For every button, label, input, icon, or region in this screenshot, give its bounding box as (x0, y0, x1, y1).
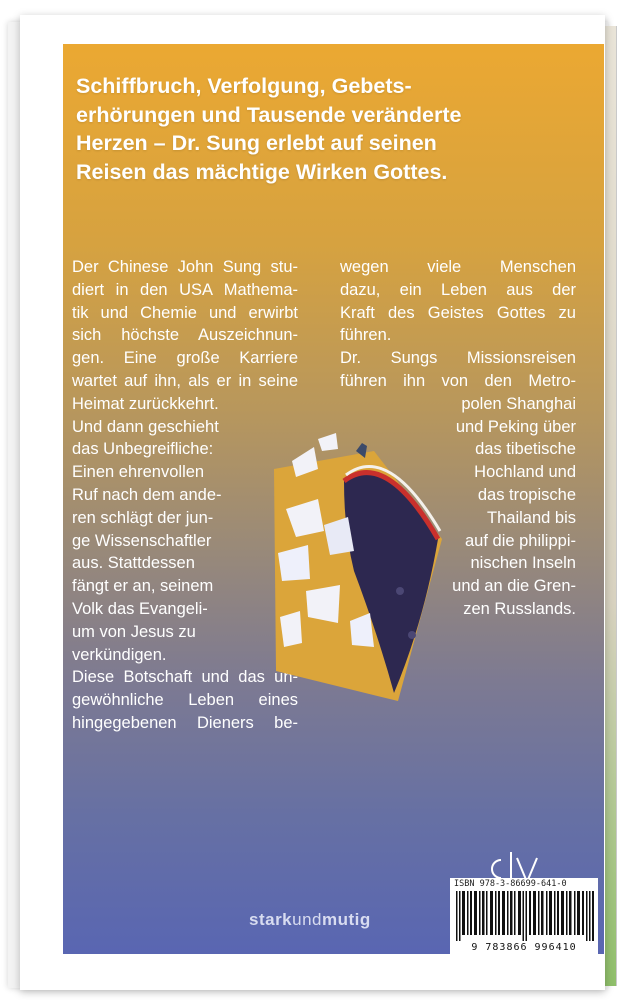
text-line: Diese Botschaft und das un- (72, 668, 298, 687)
series-logo-part: mutig (322, 910, 371, 929)
text-line: Einen ehrenvollen (72, 463, 205, 482)
text-line: verkündigen. (72, 645, 167, 664)
text-line: diert in den USA Mathema- (72, 280, 298, 299)
text-line: ge Wissenschaftler (72, 531, 212, 550)
text-line: dazu, ein Leben aus der (340, 280, 576, 299)
text-line: das tropische (477, 485, 576, 504)
text-line: tik und Chemie und erwirbt (72, 303, 298, 322)
text-line: Der Chinese John Sung stu- (72, 258, 298, 276)
text-line: hingegebenen Dieners be- (72, 713, 298, 732)
series-logo-part: und (292, 910, 323, 929)
text-line: Volk das Evangeli- (72, 599, 208, 618)
text-line: führen. (340, 326, 392, 345)
text-line: gen. Eine große Karriere (72, 349, 298, 368)
text-line: das Unbegreifliche: (72, 440, 214, 459)
text-line: Dr. Sungs Missionsreisen (340, 349, 576, 368)
blurb-left-column (72, 256, 298, 735)
text-line: ren schlägt der jun- (72, 508, 214, 527)
isbn-label: ISBN 978-3-86699-641-0 (454, 879, 567, 889)
text-line: um von Jesus zu (72, 622, 196, 641)
text-line: das tibetische (475, 440, 576, 459)
text-line: zen Russlands. (463, 599, 576, 618)
series-logo-part: stark (249, 910, 293, 929)
text-line: polen Shanghai (461, 394, 576, 413)
text-line: wegen viele Menschen (340, 258, 576, 276)
headline-line: Herzen – Dr. Sung erlebt auf seinen (76, 131, 437, 155)
text-line: Hochland und (474, 463, 576, 482)
barcode-bars (456, 891, 594, 941)
book-spine (604, 26, 617, 986)
text-line: nischen Inseln (470, 554, 576, 573)
text-line: aus. Stattdessen (72, 554, 195, 573)
headline-line: erhörungen und Tausende veränderte (76, 102, 462, 127)
back-cover (63, 44, 604, 954)
text-line: Thailand bis (487, 508, 576, 527)
headline-line: Reisen das mächtige Wirken Gottes. (76, 159, 448, 184)
text-line: Kraft des Geistes Gottes zu (340, 303, 576, 322)
text-line: fängt er an, seinem (72, 577, 214, 596)
text-line: auf die philippi- (465, 531, 576, 550)
text-line: und an die Gren- (452, 577, 576, 596)
text-line: Heimat zurückkehrt. (72, 394, 219, 413)
headline-line: Schiffbruch, Verfolgung, Gebets- (76, 74, 412, 98)
series-logo (249, 910, 371, 930)
headline (76, 72, 596, 186)
text-line: führen ihn von den Metro- (340, 371, 576, 390)
text-line: gewöhnliche Leben eines (72, 691, 298, 710)
ship-illustration (266, 421, 443, 701)
text-line: Ruf nach dem ande- (72, 485, 222, 504)
text-line: wartet auf ihn, als er in seine (72, 371, 298, 390)
text-line: Und dann geschieht (72, 417, 219, 436)
text-line: und Peking über (455, 417, 576, 436)
barcode-number: 9 783866 996410 (471, 942, 577, 953)
text-line: sich höchste Auszeichnun- (72, 326, 298, 345)
barcode (450, 878, 598, 954)
